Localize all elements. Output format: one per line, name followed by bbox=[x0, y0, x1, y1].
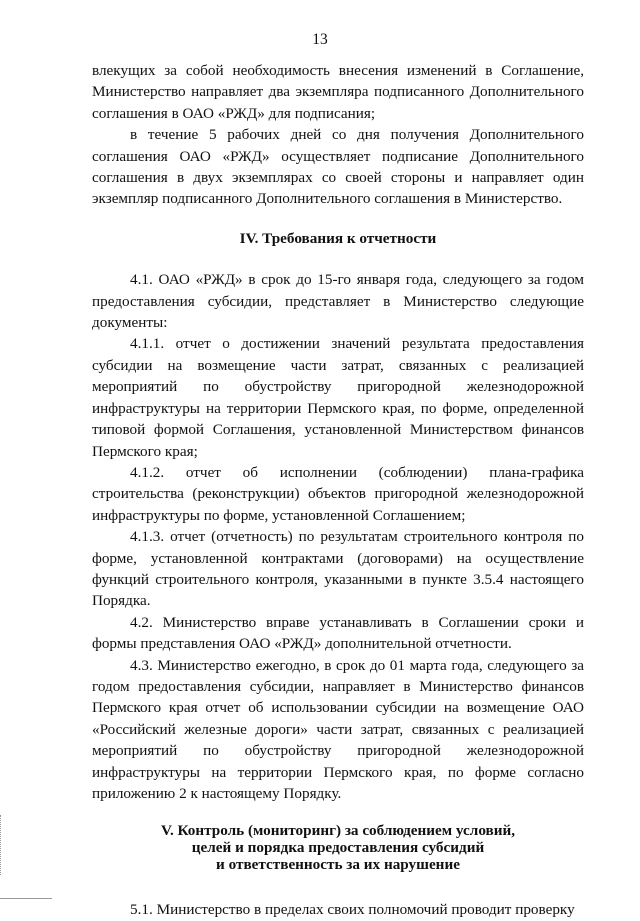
paragraph-4-1-3: 4.1.3. отчет (отчетность) по результатам строительного контроля по форме, установленной контрактами (договорами) на осуществление функций строительного контроля, указанными в пункте 3.5.4 настоящего Порядка. bbox=[92, 528, 584, 610]
paragraph-4-1-1: 4.1.1. отчет о достижении значений результата предоставления субсидии на возмещение части затрат, связанных с реализацией мероприятий по обустройству пригородной железнодорожной инфраструктуры на территории Пермского края, по форме, определенной типовой формой Соглашения, установленной Министерством финансов Пермского края; bbox=[92, 335, 584, 460]
scan-bottom-rule bbox=[0, 898, 52, 899]
section-5-title-line-1: V. Контроль (мониторинг) за соблюдением условий, bbox=[160, 822, 516, 840]
scan-edge-marks bbox=[0, 815, 7, 875]
page-number: 13 bbox=[312, 31, 328, 48]
document-body bbox=[92, 60, 584, 921]
section-4-title: IV. Требования к отчетности bbox=[239, 229, 437, 247]
section-5-title-line-3: и ответственность за их нарушение bbox=[216, 856, 460, 874]
paragraph-signing-term: в течение 5 рабочих дней со дня получения Дополнительного соглашения ОАО «РЖД» осуществляет подписание Дополнительного соглашения в двух экземплярах со своей стороны и направляет один экземпляр подписанного Дополнительного соглашения в Министерство. bbox=[92, 126, 584, 208]
paragraph-4-3: 4.3. Министерство ежегодно, в срок до 01 марта года, следующего за годом предоставления субсидии, направляет в Министерство финансов Пермского края отчет об использовании субсидии на возмещение ОАО «Российский железные дороги» части затрат, связанных с реализацией мероприятий по обустройству пригородной железнодорожной инфраструктуры на территории Пермского края, по форме согласно приложению 2 к настоящему Порядку. bbox=[92, 656, 584, 802]
paragraph-5-1: 5.1. Министерство в пределах своих полномочий проводит проверку bbox=[130, 901, 575, 919]
section-5-title bbox=[92, 822, 584, 873]
section-5-title-line-2: целей и порядка предоставления субсидий bbox=[191, 839, 485, 857]
paragraph-4-1: 4.1. ОАО «РЖД» в срок до 15-го января года, следующего за годом предоставления субсидии, представляет в Министерство следующие документы: bbox=[92, 271, 584, 332]
paragraph-4-2: 4.2. Министерство вправе устанавливать в Соглашении сроки и формы представления ОАО «РЖД» дополнительной отчетности. bbox=[92, 613, 584, 653]
paragraph-4-1-2: 4.1.2. отчет об исполнении (соблюдении) плана-графика строительства (реконструкции) объектов пригородной железнодорожной инфраструктуры по форме, установленной Соглашением; bbox=[92, 463, 584, 524]
paragraph-continuation: влекущих за собой необходимость внесения изменений в Соглашение, Министерство направляет два экземпляра подписанного Дополнительного соглашения в ОАО «РЖД» для подписания; bbox=[92, 62, 584, 122]
